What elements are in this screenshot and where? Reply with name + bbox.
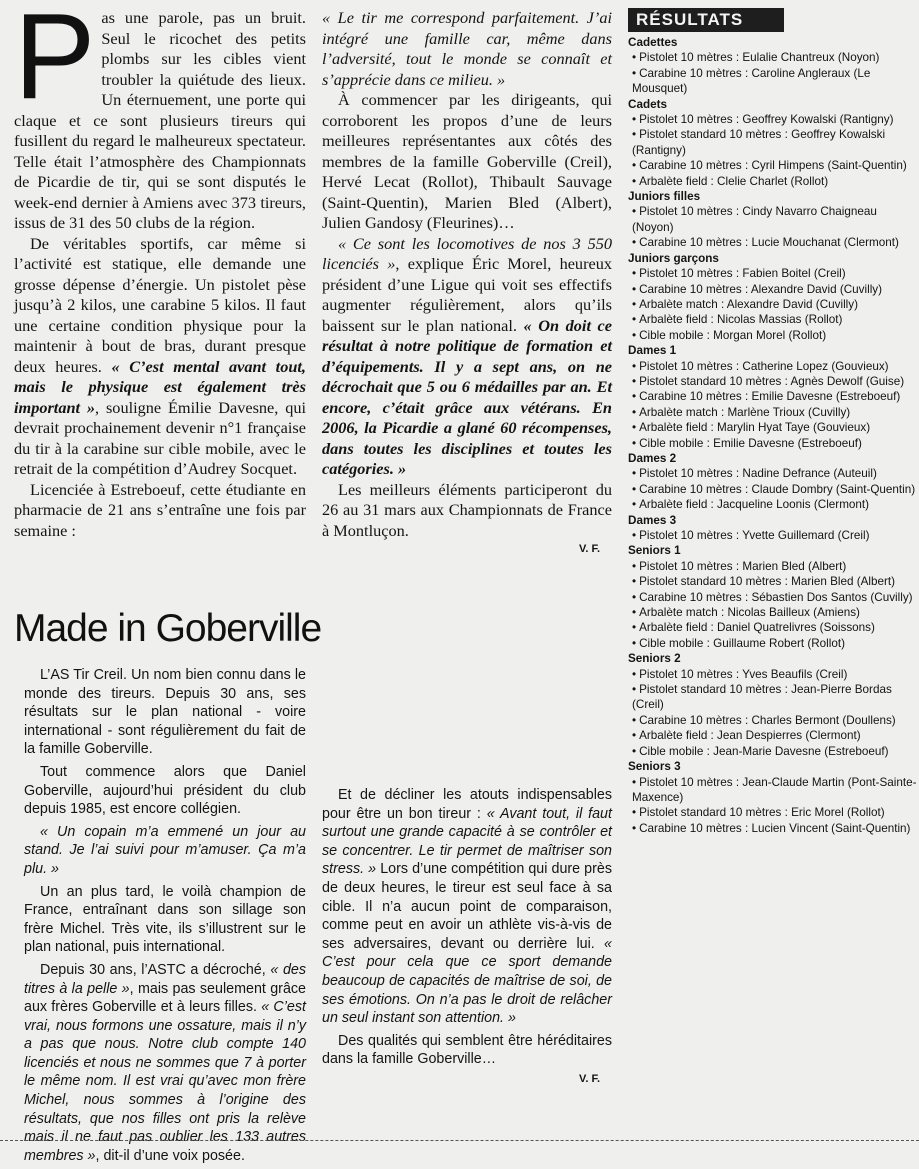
results-category: Dames 2	[628, 451, 677, 465]
results-item: • Pistolet 10 mètres : Nadine Defrance (Auteuil)	[628, 466, 919, 481]
box-paragraph: « Un copain m’a emmené un jour au stand. Je l’ai suivi pour m’amuser. Ça m’a plu. »	[24, 823, 306, 877]
results-category: Seniors 1	[628, 544, 681, 558]
results-item: • Pistolet 10 mètres : Jean-Claude Martin (Pont-Sainte-Maxence)	[628, 775, 919, 806]
box-paragraph: Des qualités qui semblent être héréditaires dans la famille Goberville…	[322, 1032, 612, 1068]
box-paragraph: Un an plus tard, le voilà champion de France, entraînant dans son sillage son frère Michel. Très vite, ils s’illustrent sur le plan national, puis international.	[24, 883, 306, 956]
article-paragraph: Licenciée à Estreboeuf, cette étudiante en pharmacie de 21 ans s’entraîne une fois par semaine :	[14, 479, 306, 540]
results-item: • Carabine 10 mètres : Lucie Mouchanat (Clermont)	[628, 235, 919, 250]
results-item: • Pistolet 10 mètres : Fabien Boitel (Creil)	[628, 266, 919, 281]
results-item: • Pistolet standard 10 mètres : Geoffrey Kowalski (Rantigny)	[628, 127, 919, 158]
results-item: • Arbalète field : Jacqueline Loonis (Clermont)	[628, 497, 919, 512]
article-paragraph: « Le tir me correspond parfaitement. J’ai intégré une famille car, même dans l’adversité, tout le monde se connaît et s’apprécie dans ce milieu. »	[322, 8, 612, 89]
box-paragraph: Depuis 30 ans, l’ASTC a décroché, « des titres à la pelle », mais pas seulement grâce aux frères Goberville et à leurs filles. « C’est vrai, nous formons une ossature, mais il n’y a pas que nous. Notre club compte 140 licenciés et nous ne sommes que 7 à porter le même nom. Il est vrai qu’avec mon frère Michel, nous sommes à l’origine des résultats, que nos filles ont pris la relève mais il ne faut pas oublier les 133 autres membres », dit-il d’une voix posée.	[24, 961, 307, 1164]
results-item: • Pistolet 10 mètres : Eulalie Chantreux (Noyon)	[628, 50, 919, 65]
results-category: Juniors garçons	[628, 251, 719, 265]
box-paragraph: Et de décliner les atouts indispensables pour être un bon tireur : « Avant tout, il faut surtout une grande capacité à se contrôler et se concentrer. Le tir permet de maîtriser son stress. » Lors d’une compétition qui dure près de deux heures, le tireur est seul face à sa cible. Il n’a aucun point de comparaison, comme peut en avoir un athlète vis-à-vis de ses adversaires, devant ou derrière lui. « C’est pour cela que ce sport demande beaucoup de capacités de maîtrise de soi, de ses émotions. On n’a pas le droit de relâcher un seul instant son attention. »	[322, 787, 612, 1027]
results-item: • Arbalète match : Alexandre David (Cuvilly)	[628, 297, 919, 312]
results-item: • Pistolet 10 mètres : Yvette Guillemard (Creil)	[628, 528, 919, 543]
results-item: • Carabine 10 mètres : Emilie Davesne (Estreboeuf)	[628, 389, 919, 404]
results-item: • Pistolet standard 10 mètres : Agnès Dewolf (Guise)	[628, 374, 919, 389]
box-headline: Made in Goberville	[14, 607, 322, 650]
results-item: • Carabine 10 mètres : Caroline Angleraux (Le Mousquet)	[628, 66, 919, 97]
results-category: Juniors filles	[628, 190, 701, 204]
results-category: Dames 3	[628, 513, 677, 527]
article-paragraph: Les meilleurs éléments participeront du 26 au 31 mars aux Championnats de France à Montluçon.	[322, 479, 612, 540]
results-item: • Carabine 10 mètres : Sébastien Dos Santos (Cuvilly)	[628, 590, 919, 605]
article-column-1	[14, 0, 307, 541]
article-paragraph: « Ce sont les locomotives de nos 3 550 licenciés », explique Éric Morel, heureux président d’une Ligue qui voit ses effectifs augmenter régulièrement, alors qu’ils baissent sur le plan national. « On doit ce résultat à notre politique de formation et d’équipements. Il y a sept ans, on ne décrochait que 5 ou 6 médailles par an. Et encore, c’était grâce aux vétérans. En 2006, la Picardie a glané 60 récompenses, dans toutes les disciplines et toutes les catégories. »	[322, 233, 613, 478]
results-item: • Pistolet 10 mètres : Marien Bled (Albert)	[628, 559, 919, 574]
results-title: RÉSULTATS	[628, 8, 784, 32]
article-paragraph: De véritables sportifs, car même si l’activité est statique, elle demande une grosse dépense d’énergie. Un pistolet pèse jusqu’à 2 kilos, une carabine 5 kilos. Il faut une certaine condition physique pour la maintenir à bout de bras, durant presque deux heures. « C’est mental avant tout, mais le physique est également très important », souligne Émilie Davesne, qui devrait prochainement devenir n°1 française du tir à la carabine sur cible mobile, avec le retrait de la compétition d’Audrey Socquet.	[14, 233, 307, 478]
results-item: • Carabine 10 mètres : Cyril Himpens (Saint-Quentin)	[628, 158, 919, 173]
box-signature: V. F.	[579, 1072, 600, 1085]
results-item: • Cible mobile : Guillaume Robert (Rollot)	[628, 636, 919, 651]
article-paragraph: as une parole, pas un bruit. Seul le ricochet des petits plombs sur les cibles vient troubler la quiétude des lieux. Un éternuement, une porte qui claque et ce sont plusieurs tireurs qui fusillent du regard le malheureux spectateur. Telle était l’atmosphère des Championnats de Picardie de tir, qui se sont disputés le week-end dernier à Amiens avec 373 tireurs, issus de 31 des 50 clubs de la région.	[14, 8, 306, 232]
results-category: Cadets	[628, 97, 667, 111]
results-item: • Arbalète match : Marlène Trioux (Cuvilly)	[628, 405, 919, 420]
results-item: • Pistolet 10 mètres : Geoffrey Kowalski (Rantigny)	[628, 112, 919, 127]
results-category: Seniors 3	[628, 760, 681, 774]
results-item: • Carabine 10 mètres : Claude Dombry (Saint-Quentin)	[628, 482, 919, 497]
box-column-2	[322, 786, 612, 1085]
results-item: • Pistolet standard 10 mètres : Marien Bled (Albert)	[628, 574, 919, 589]
results-item: • Carabine 10 mètres : Lucien Vincent (Saint-Quentin)	[628, 821, 919, 836]
results-item: • Carabine 10 mètres : Alexandre David (Cuvilly)	[628, 282, 919, 297]
results-item: • Cible mobile : Morgan Morel (Rollot)	[628, 328, 919, 343]
results-item: • Pistolet standard 10 mètres : Jean-Pierre Bordas (Creil)	[628, 682, 919, 713]
article-column-2	[322, 8, 612, 555]
results-item: • Arbalète field : Daniel Quatrelivres (Soissons)	[628, 620, 919, 635]
article-paragraph: À commencer par les dirigeants, qui corroborent les propos d’une de leurs meilleures représentantes aux côtés des membres de la famille Goberville (Creil), Hervé Lecat (Rollot), Thibault Sauvage (Saint-Quentin), Marien Bled (Albert), Julien Gandosy (Fleurines)…	[322, 90, 612, 232]
results-item: • Arbalète match : Nicolas Bailleux (Amiens)	[628, 605, 919, 620]
results-item: • Pistolet 10 mètres : Yves Beaufils (Creil)	[628, 667, 919, 682]
results-sidebar	[628, 8, 919, 836]
results-item: • Arbalète field : Nicolas Massias (Rollot)	[628, 312, 919, 327]
results-item: • Carabine 10 mètres : Charles Bermont (Doullens)	[628, 713, 919, 728]
results-item: • Arbalète field : Jean Despierres (Clermont)	[628, 728, 919, 743]
results-category: Dames 1	[628, 344, 677, 358]
box-paragraph: L’AS Tir Creil. Un nom bien connu dans le monde des tireurs. Depuis 30 ans, ses résultats sur le plan national - voire international - sont régulièrement du fait de la famille Goberville.	[24, 667, 306, 758]
box-paragraph: Tout commence alors que Daniel Goberville, aujourd’hui président du club depuis 1985, est encore collégien.	[24, 763, 306, 818]
results-item: • Arbalète field : Marylin Hyat Taye (Gouvieux)	[628, 420, 919, 435]
results-item: • Cible mobile : Jean-Marie Davesne (Estreboeuf)	[628, 744, 919, 759]
bottom-dashed-rule	[0, 1140, 919, 1141]
results-item: • Pistolet 10 mètres : Cindy Navarro Chaigneau (Noyon)	[628, 204, 919, 235]
drop-cap: P	[14, 0, 96, 124]
results-item: • Arbalète field : Clelie Charlet (Rollot)	[628, 174, 919, 189]
article-signature: V. F.	[579, 543, 600, 555]
results-category: Cadettes	[628, 36, 678, 49]
results-list	[628, 35, 919, 836]
box-column-1	[24, 666, 306, 1169]
results-item: • Cible mobile : Emilie Davesne (Estreboeuf)	[628, 436, 919, 451]
results-item: • Pistolet 10 mètres : Catherine Lopez (Gouvieux)	[628, 359, 919, 374]
results-category: Seniors 2	[628, 652, 681, 666]
results-item: • Pistolet standard 10 mètres : Eric Morel (Rollot)	[628, 805, 919, 820]
